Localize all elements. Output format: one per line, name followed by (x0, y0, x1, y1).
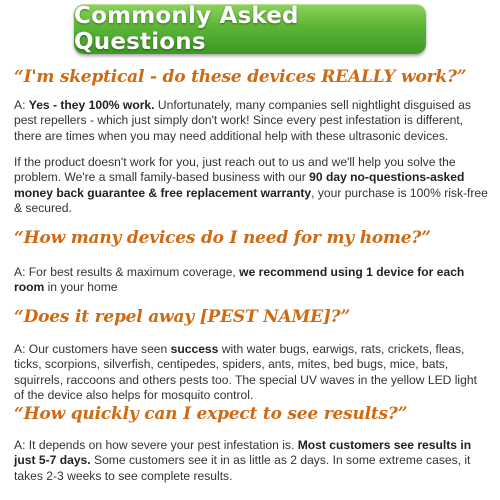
answer-emphasis-text: Most customers see results in just 5-7 days. (14, 438, 472, 468)
faq-answer-3 (14, 342, 488, 404)
answer-emphasis-text: Yes - they 100% work. (28, 98, 155, 112)
answer-emphasis-text: we recommend using 1 device for each room (14, 265, 465, 295)
answer-text: A: For best results & maximum coverage, (14, 265, 240, 279)
faq-question-4: “How quickly can I expect to see results?” (14, 404, 408, 424)
faq-answer-1-continued (14, 155, 488, 217)
answer-text: A: (14, 98, 29, 112)
answer-text: Unfortunately, many companies sell nightlight disguised as pest repellers - which just simply don't work! Since every pest infestation is different, there are times when you may need additional help with these ultrasonic devices. (14, 98, 471, 143)
answer-text: in your home (44, 280, 118, 295)
answer-text: Some customers see it in as little as 2 days. In some extreme cases, it takes 2-3 weeks to see complete results. (14, 453, 471, 483)
answer-text: with water bugs, earwigs, rats, crickets, fleas, ticks, scorpions, silverfish, centipedes, spiders, ants, mites, bed bugs, mice, bats, squirrels, raccoons and others pests too. The special UV waves in the yellow LED light of the device also helps for mosquito control. (14, 342, 477, 403)
answer-text: , your purchase is 100% risk-free & secured. (14, 185, 488, 216)
answer-text: A: Our customers have seen (14, 342, 171, 356)
faq-question-2: “How many devices do I need for my home?” (14, 228, 431, 248)
header-banner-wrap (14, 0, 486, 54)
page-title: Commonly Asked Questions (74, 3, 299, 55)
answer-text: If the product doesn't work for you, just reach out to us and we'll help you solve the problem. We're a small family-based business with our (14, 155, 456, 185)
answer-emphasis-text: 90 day no-questions-asked money back guarantee & free replacement warranty (14, 170, 465, 200)
faq-answer-4 (14, 438, 488, 484)
faq-answer-2 (14, 265, 488, 296)
answer-text: A: It depends on how severe your pest infestation is. (14, 438, 298, 452)
faq-question-1: “I'm skeptical - do these devices REALLY work?” (14, 67, 467, 87)
faq-question-3: “Does it repel away [PEST NAME]?” (14, 307, 351, 327)
answer-emphasis-text: success (170, 342, 219, 356)
faq-answer-1 (14, 98, 488, 144)
header-banner (74, 4, 426, 54)
